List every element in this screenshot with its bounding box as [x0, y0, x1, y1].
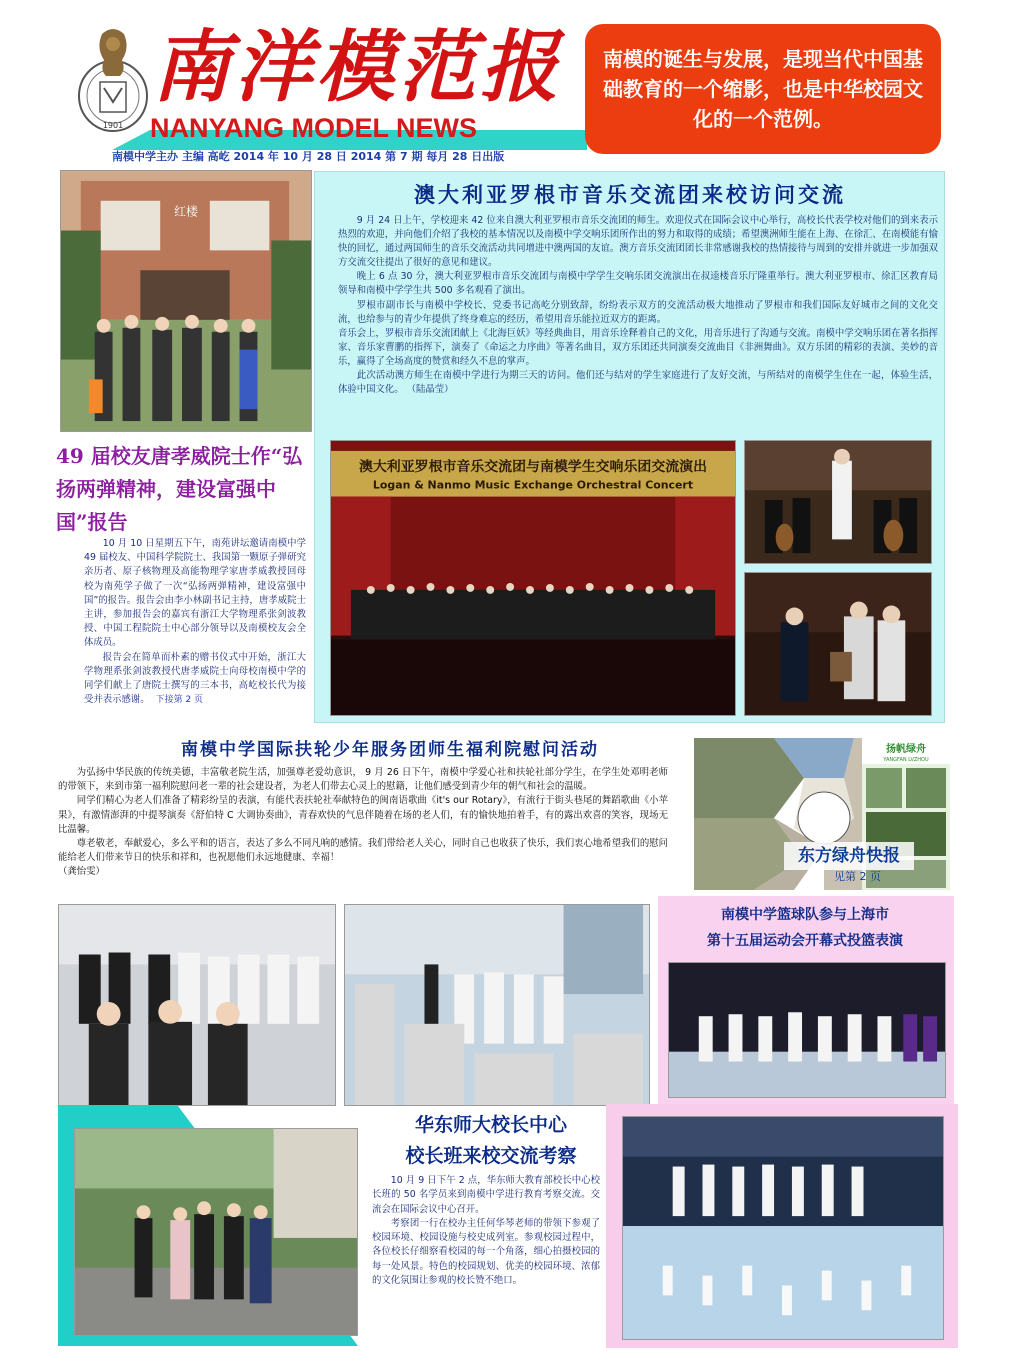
continued-link[interactable]: 下接第 2 页: [155, 695, 204, 706]
photo-conductor-orchestra: [744, 440, 932, 564]
article-logan-body: [338, 214, 938, 434]
article-tang-body: [84, 537, 306, 727]
paragraph: 此次活动澳方师生在南模中学进行为期三天的访问。他们还与结对的学生家庭进行了友好交流，与所结对的南模学生住在一起，体验生活，体验中国文化。 （陆晶莹）: [338, 370, 938, 396]
author: （龚怡雯）: [58, 866, 105, 878]
article-logan-title: 澳大利亚罗根市音乐交流团来校访问交流: [414, 182, 846, 207]
photo-concert-stage: [330, 440, 736, 716]
basketball-title: [662, 902, 948, 958]
paragraph: 同学们精心为老人们准备了精彩纷呈的表演，有能代表扶轮社奉献特色的闽南语歌曲《it's our Rotary》，有流行于街头巷尾的舞蹈歌曲《小苹果》，有激情澎湃的中提琴演奏《舒伯特 C 大调协奏曲》，青春欢快的气息伴随着在场的老人们，有的愉快地拍着手，有的露出欢喜的笑容，现场无比温馨。: [58, 795, 668, 835]
photo-welfare-performance: [344, 904, 650, 1106]
paragraph: 罗根市副市长与南模中学校长、党委书记高屹分别致辞，纷纷表示双方的交流活动极大地推动了罗根市和我们国际友好城市之间的文化交流，也给参与的青少年提供了终身难忘的经历，希望用音乐能拉近双方的距离。: [338, 299, 938, 325]
photo-basketball-performance: [622, 1116, 944, 1340]
dongfang-header-en: YANGFAN LVZHOU: [883, 757, 929, 763]
banner-english: Logan & Nanmo Music Exchange Orchestral Concert: [372, 478, 694, 492]
article-ecnu-body: [372, 1174, 600, 1334]
paragraph: 10 月 10 日星期五下午，南苑讲坛邀请南模中学 49 届校友、中国科学院院士、我国第一颗原子弹研究亲历者、原子核物理及高能物理学家唐孝威教授回母校为南苑学子做了一次“弘扬两弹精神，建设富强中国”的报告。报告会由李小林副书记主持，唐孝威院士主讲，参加报告会的嘉宾有浙江大学物理系张剑波教授、中国工程院院士中心部分领导以及南模校友会全体成员。: [84, 538, 306, 649]
paragraph: 为弘扬中华民族的传统美德，丰富敬老院生活，加强尊老爱幼意识， 9 月 26 日下午，南模中学爱心社和扶轮社部分学生，在学生处邓明老师的带领下，来到市第一福利院慰问老一辈的社会建设者，为老人们带去心灵上的慰籍，让他们感受到青少年的朝气和社会的温暖。: [58, 767, 668, 793]
photo-red-building-group: [60, 170, 312, 432]
article-ecnu-title-line: 华东师大校长中心: [414, 1114, 567, 1136]
banner-chinese: 澳大利亚罗根市音乐交流团与南模学生交响乐团交流演出: [358, 458, 708, 475]
basketball-title-line: 南模中学篮球队参与上海市: [721, 907, 889, 923]
photo-basketball-team: [668, 962, 946, 1098]
article-welfare-title: 南模中学国际扶轮少年服务团师生福利院慰问活动: [181, 740, 599, 760]
dongfang-header-cn: 扬帆绿舟: [886, 744, 926, 755]
slogan-text: 南模的诞生与发展，是现当代中国基础教育的一个缩影，也是中华校园文化的一个范例。: [603, 47, 923, 131]
article-ecnu-title-line: 校长班来校交流考察: [405, 1145, 577, 1167]
paragraph: 晚上 6 点 30 分，澳大利亚罗根市音乐交流团与南模中学学生交响乐团交流演出在叔逵楼音乐厅隆重举行。澳大利亚罗根市、徐汇区教育局领导和南模中学学生共 500 多名观看了演出。: [338, 271, 938, 297]
paragraph: 考察团一行在校办主任何华琴老师的带领下参观了校园环境、校园设施与校史成列室。参观校园过程中，各位校长仔细察看校园的每一个角落，细心拍摄校园的每一处风景。特色的校园规划、优美的校园环境、浓郁的文化氛围让参观的校长赞不绝口。: [372, 1217, 600, 1287]
article-tang-title: 49 届校友唐孝威院士作“弘扬两弹精神，建设富强中国”报告: [56, 444, 303, 534]
basketball-title-line: 第十五届运动会开幕式投篮表演: [707, 933, 903, 949]
dongfang-label: 东方绿舟快报: [784, 842, 914, 870]
building-sign: 红楼: [174, 204, 198, 219]
article-welfare-body: [58, 766, 668, 898]
paragraph: [84, 651, 306, 708]
photo-gift-exchange: [744, 572, 932, 716]
masthead-english-title: NANYANG MODEL NEWS: [150, 113, 478, 143]
issue-info-line: 南模中学主办 主编 高屹 2014 年 10 月 28 日 2014 第 7 期 每月 28 日出版: [112, 150, 505, 163]
paragraph-text: 报告会在简单而朴素的赠书仪式中开始，浙江大学物理系张剑波教授代唐孝威院士向母校南模中学的同学们献上了唐院士撰写的三本书，高屹校长代为接受并表示感谢。: [84, 651, 306, 706]
emblem-year: 1901: [102, 121, 124, 130]
paragraph: 尊老敬老，奉献爱心，多么平和的语言，表达了多么不同凡响的感情。我们带给老人关心，同时自己也收获了快乐，我们衷心地希望我们的慰问能给老人们带来节日的快乐和祥和，也祝愿他们永远地健康、幸福！: [58, 838, 668, 864]
slogan-box: [585, 24, 941, 154]
article-ecnu-title: [360, 1110, 622, 1172]
school-emblem: [76, 24, 150, 134]
photo-welfare-group: [58, 904, 336, 1106]
paragraph: 音乐会上，罗根市音乐交流团献上《北海巨妖》等经典曲目，用音乐诠释着自己的文化，用音乐进行了沟通与交流。南模中学交响乐团在著名指挥家、音乐家曹鹏的指挥下，演奏了《命运之力序曲》等著名曲目，双方乐团还共同演奏交流曲目《非洲舞曲》。双方乐团的精彩的表演、美妙的音乐，赢得了全场高度的赞赏和经久不息的掌声。: [338, 327, 939, 367]
masthead-title: 南洋模范报: [152, 22, 563, 113]
paragraph: 10 月 9 日下午 2 点，华东师大教育部校长中心校长班的 50 名学员来到南模中学进行教育考察交流。交流会在国际会议中心召开。: [372, 1175, 600, 1215]
paragraph: 9 月 24 日上午，学校迎来 42 位来自澳大利亚罗根市音乐交流团的师生。欢迎仪式在国际会议中心举行，高校长代表学校对他们的到来表示热烈的欢迎，并向他们介绍了我校的基本情况以及南模中学交响乐团所作出的努力和取得的成绩；希望澳洲师生能在上海、在徐汇、在南模能有愉快的回忆，通过两国师生的音乐交流活动共同增进中澳两国的友谊。澳方音乐交流团团长非常感谢我校的热情接待与周到的安排并就进一步加强双方交流交往提出了很好的意见和建议。: [338, 215, 939, 269]
dongfang-see-page[interactable]: 见第 2 页: [834, 870, 881, 883]
photo-principals-tour: [74, 1128, 358, 1336]
